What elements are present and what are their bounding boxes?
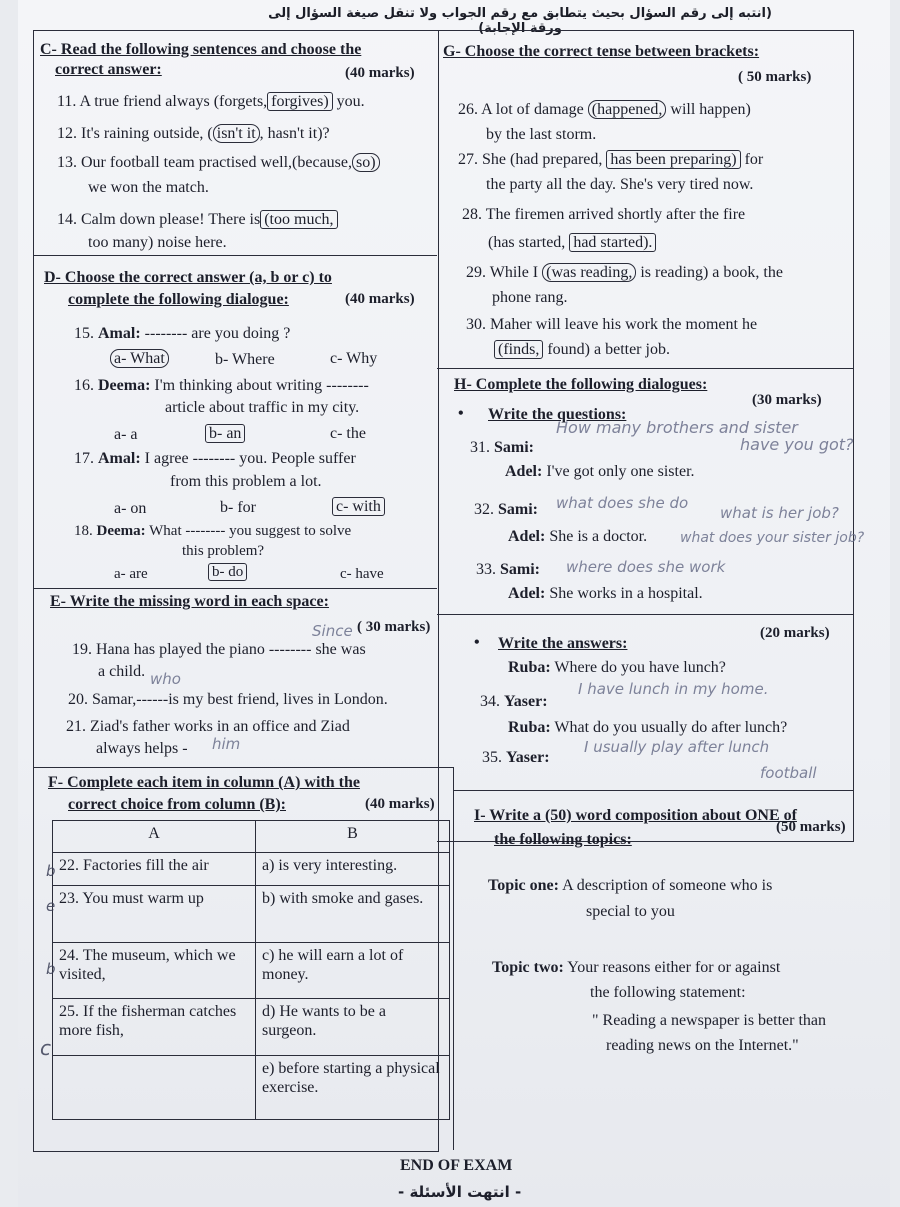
section-e-marks: ( 30 marks): [357, 619, 431, 635]
q16: 16. Deema: I'm thinking about writing --------: [74, 377, 369, 394]
divider-g-h: [437, 368, 853, 369]
section-f-title: F- Complete each item in column (A) with the: [48, 774, 360, 791]
column-b-d: d) He wants to be a surgeon.: [256, 999, 450, 1056]
q15-option-a: a- What: [110, 349, 169, 368]
q14-selected: (too much,: [260, 210, 337, 229]
section-d-title: D- Choose the correct answer (a, b or c) to: [44, 269, 332, 286]
handwriting-31b: have you got?: [740, 435, 854, 454]
q27: 27. She (had prepared, has been preparing) for: [458, 151, 764, 168]
q14: 14. Calm down please! There is (too much,: [57, 210, 338, 229]
handwriting-24-mark: b: [46, 960, 56, 978]
q18-option-c: c- have: [340, 566, 384, 582]
q15-options: [110, 349, 169, 368]
q13-selected: so): [352, 153, 380, 172]
write-questions-label: Write the questions:: [488, 406, 627, 423]
q29-selected: (was reading,: [542, 263, 636, 282]
q19: 19. Hana has played the piano -------- she was: [72, 641, 366, 658]
q32-answer: Adel: She is a doctor.: [508, 528, 648, 545]
table-header-row: [53, 821, 450, 853]
section-c-title: C- Read the following sentences and choose the: [40, 41, 362, 58]
q28-line2: (has started, had started).: [488, 233, 656, 252]
q30-selected: (finds,: [494, 340, 543, 359]
column-b-header: B: [256, 821, 450, 853]
q32: 32. Sami:: [474, 501, 538, 518]
section-e-title: E- Write the missing word in each space:: [50, 593, 329, 610]
q29: 29. While I (was reading, is reading) a book, the: [466, 264, 783, 281]
q17: 17. Amal: I agree -------- you. People suffer: [74, 450, 356, 467]
column-b-e: e) before starting a physical exercise.: [256, 1056, 450, 1120]
section-h-title: H- Complete the following dialogues:: [454, 376, 708, 393]
section-i-marks: (50 marks): [776, 819, 846, 835]
column-a-header: A: [53, 821, 256, 853]
divider-c-d: [33, 255, 437, 256]
topic-two-quote-2: reading news on the Internet.": [606, 1037, 799, 1054]
q15: 15. Amal: -------- are you doing ?: [74, 325, 291, 342]
handwriting-19: Since: [312, 622, 353, 640]
q31-answer: Adel: I've got only one sister.: [505, 463, 695, 480]
q26: 26. A lot of damage (happened, will happen): [458, 101, 751, 118]
handwriting-35: I usually play after lunch: [584, 738, 770, 756]
column-b-b: b) with smoke and gases.: [256, 885, 450, 942]
q16-option-a: a- a: [114, 426, 138, 443]
q16-option-c: c- the: [330, 425, 366, 442]
q27-line2: the party all the day. She's very tired now.: [486, 176, 754, 193]
q18-options: [208, 563, 247, 582]
handwriting-34: I have lunch in my home.: [578, 680, 769, 698]
q17-option-c: c- with: [332, 497, 385, 516]
table-row: [53, 885, 450, 942]
end-of-exam: END OF EXAM: [400, 1157, 513, 1174]
column-a-25: 25. If the fisherman catches more fish,: [53, 999, 256, 1056]
q18-line2: this problem?: [182, 543, 265, 559]
q17-option-b: b- for: [220, 499, 256, 516]
q27-selected: has been preparing): [606, 150, 740, 169]
q19-line2: a child.: [98, 663, 146, 680]
column-a-22: 22. Factories fill the air: [53, 853, 256, 885]
q18-option-a: a- are: [114, 566, 148, 582]
column-b-c: c) he will earn a lot of money.: [256, 942, 450, 999]
column-a-23: 23. You must warm up: [53, 885, 256, 942]
q20: 20. Samar,------is my best friend, lives in London.: [68, 691, 388, 708]
topic-two-quote: " Reading a newspaper is better than: [592, 1012, 827, 1029]
q15-option-b: b- Where: [215, 351, 275, 368]
q33: 33. Sami:: [476, 561, 540, 578]
section-h-marks-2: (20 marks): [760, 625, 830, 641]
divider-d-e: [33, 588, 437, 589]
column-a-empty: [53, 1056, 256, 1120]
handwriting-19b: who: [150, 670, 181, 688]
handwriting-35b: football: [760, 764, 817, 782]
q14-line2: too many) noise here.: [88, 234, 227, 251]
bullet-1: •: [458, 405, 464, 422]
handwriting-22-mark: b: [46, 862, 56, 880]
header-note: (انتبه إلى رقم السؤال بحيث يتطابق مع رقم الجواب ولا تنقل صيغة السؤال إلى ورقة الإجابة): [268, 6, 772, 36]
q30-line2: (finds, found) a better job.: [494, 340, 670, 359]
q16-option-b: b- an: [205, 424, 245, 443]
section-c-title-2: correct answer:: [55, 61, 162, 78]
column-a-24: 24. The museum, which we visited,: [53, 942, 256, 999]
section-i-title: I- Write a (50) word composition about ONE of: [474, 807, 797, 824]
q31: 31. Sami:: [470, 439, 534, 456]
q18: 18. Deema: What -------- you suggest to solve: [74, 523, 352, 539]
q15-option-c: c- Why: [330, 350, 378, 367]
q34-prompt: Ruba: Where do you have lunch?: [508, 659, 726, 676]
matching-table: [52, 820, 450, 1120]
q30: 30. Maher will leave his work the moment he: [466, 316, 758, 333]
section-f-marks: (40 marks): [365, 796, 435, 812]
column-b-a: a) is very interesting.: [256, 853, 450, 885]
q11: 11. A true friend always (forgets, forgives) you.: [57, 93, 365, 110]
section-h-marks: (30 marks): [752, 392, 822, 408]
topic-two-line2: the following statement:: [590, 984, 746, 1001]
divider-h-i: [453, 790, 853, 791]
end-of-exam-arabic: - انتهت الأسئلة -: [398, 1183, 522, 1201]
q35-prompt: Ruba: What do you usually do after lunch?: [508, 719, 788, 736]
q17-line2: from this problem a lot.: [170, 473, 322, 490]
handwriting-21: him: [212, 735, 241, 753]
bullet-2: •: [474, 634, 480, 651]
divider-e-f: [33, 767, 453, 768]
q16-line2: article about traffic in my city.: [165, 399, 360, 416]
handwriting-33: where does she work: [566, 558, 726, 576]
q35: 35. Yaser:: [482, 749, 550, 766]
q13: 13. Our football team practised well,(because, so): [57, 153, 380, 172]
table-row: [53, 1056, 450, 1120]
q34: 34. Yaser:: [480, 693, 548, 710]
q17-option-a: a- on: [114, 500, 147, 517]
q33-answer: Adel: She works in a hospital.: [508, 585, 703, 602]
q21: 21. Ziad's father works in an office and Ziad: [66, 718, 350, 735]
handwriting-32b: what is her job?: [720, 504, 839, 522]
section-g-marks: ( 50 marks): [738, 69, 812, 85]
topic-one-line2: special to you: [586, 903, 675, 920]
divider-f-right: [453, 767, 454, 1150]
q16-options: [205, 424, 245, 443]
q12-selected: isn't it: [213, 124, 260, 143]
table-row: [53, 999, 450, 1056]
topic-two: Topic two: Your reasons either for or against: [492, 959, 781, 976]
handwriting-23-mark: e: [46, 897, 56, 915]
section-i-title-2: the following topics:: [494, 831, 632, 848]
divider-h-answers: [437, 614, 853, 615]
q28-selected: had started).: [569, 233, 656, 252]
handwriting-31: How many brothers and sister: [556, 418, 798, 437]
section-d-marks: (40 marks): [345, 291, 415, 307]
handwriting-25-mark: c: [40, 1036, 51, 1060]
handwriting-32: what does she do: [556, 494, 689, 512]
q13-line2: we won the match.: [88, 179, 209, 196]
table-row: [53, 942, 450, 999]
q28: 28. The firemen arrived shortly after the fire: [462, 206, 746, 223]
q26-selected: (happened,: [588, 100, 667, 119]
section-c-marks: (40 marks): [345, 65, 415, 81]
section-g-title: G- Choose the correct tense between brackets:: [443, 43, 760, 60]
q11-selected: forgives): [267, 92, 332, 111]
q21-line2: always helps -: [96, 740, 188, 757]
q29-line2: phone rang.: [492, 289, 568, 306]
write-answers-label: Write the answers:: [498, 635, 628, 652]
table-row: [53, 853, 450, 885]
q12: 12. It's raining outside, ( isn't it , hasn't it)?: [57, 125, 330, 142]
section-d-title-2: complete the following dialogue:: [68, 291, 289, 308]
q17-options: [332, 497, 385, 516]
section-f-title-2: correct choice from column (B):: [68, 796, 286, 813]
q26-line2: by the last storm.: [486, 126, 597, 143]
q18-option-b: b- do: [208, 563, 247, 581]
handwriting-32c: what does your sister job?: [680, 530, 865, 546]
topic-one: Topic one: A description of someone who is: [488, 877, 773, 894]
